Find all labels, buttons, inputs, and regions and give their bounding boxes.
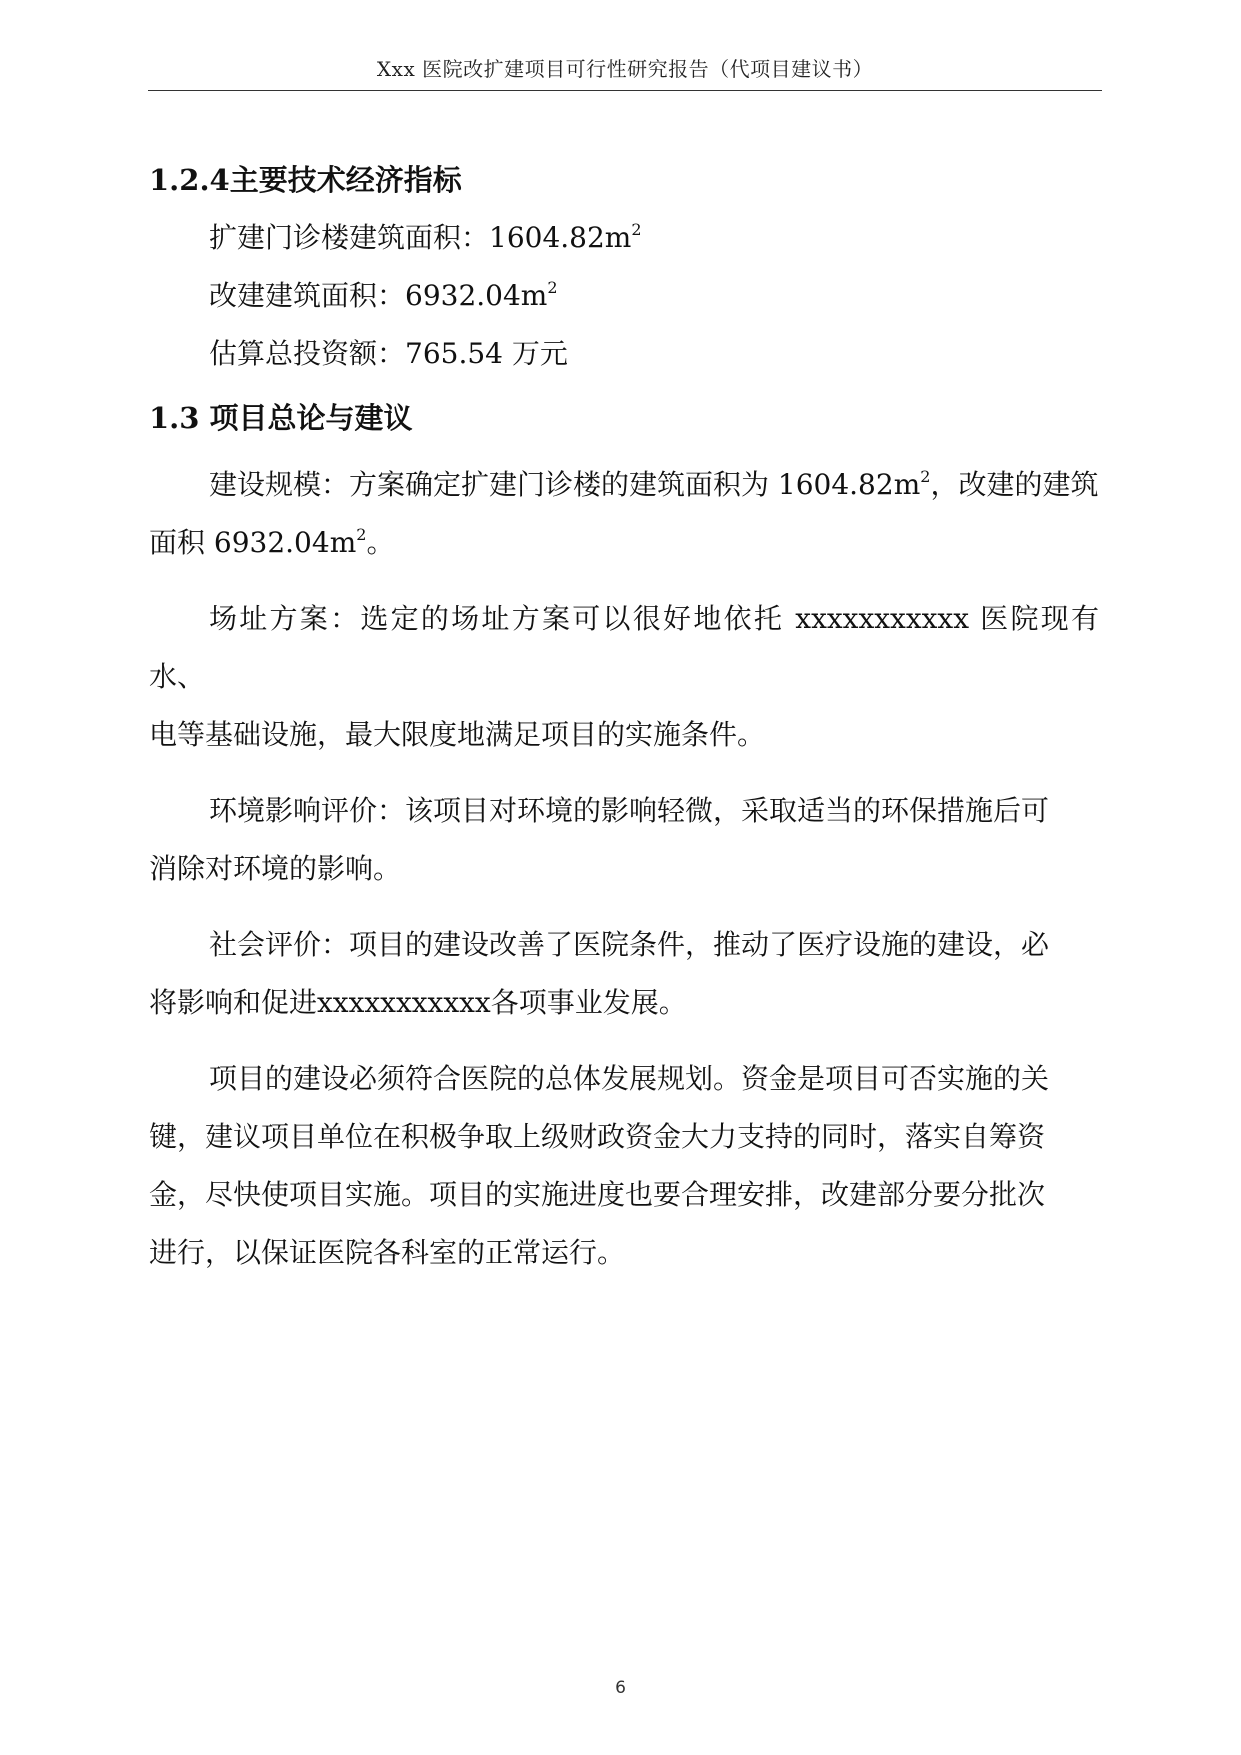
indicator-value: 765.54 万元 xyxy=(405,337,568,370)
page-content xyxy=(149,160,1099,1300)
paragraph-line: 金，尽快使项目实施。项目的实施进度也要合理安排，改建部分要分批次 xyxy=(149,1178,1046,1211)
page-number: 6 xyxy=(615,1678,626,1698)
section-heading-1-3: 1.3 项目总论与建议 xyxy=(149,401,413,435)
running-header: Xxx 医院改扩建项目可行性研究报告（代项目建议书） xyxy=(376,57,874,81)
paragraph-line: 将影响和促进xxxxxxxxxxx各项事业发展。 xyxy=(149,986,687,1019)
paragraph-line: 项目的建设必须符合医院的总体发展规划。资金是项目可否实施的关 xyxy=(209,1062,1050,1095)
superscript: 2 xyxy=(920,467,931,486)
superscript: 2 xyxy=(356,525,367,544)
paragraph-line: 进行，以保证医院各科室的正常运行。 xyxy=(149,1236,626,1269)
indicator-line xyxy=(149,334,1099,374)
indicator-superscript: 2 xyxy=(547,278,558,297)
paragraph-planning xyxy=(149,1050,1099,1282)
indicator-superscript: 2 xyxy=(631,220,642,239)
indicator-line xyxy=(149,218,1099,258)
paragraph-site xyxy=(149,590,1099,764)
indicator-label: 改建建筑面积： xyxy=(209,279,406,312)
text-run: 。 xyxy=(366,526,395,559)
paragraph-scale xyxy=(149,456,1099,572)
paragraph-line: 场址方案：选定的场址方案可以很好地依托 xxxxxxxxxxx 医院现有水、 xyxy=(149,602,1099,693)
text-run: 建设规模：方案确定扩建门诊楼的建筑面积为 1604.82m xyxy=(209,468,921,501)
indicator-label: 扩建门诊楼建筑面积： xyxy=(209,221,490,254)
paragraph-line: 消除对环境的影响。 xyxy=(149,852,402,885)
indicator-value: 1604.82m xyxy=(489,221,632,254)
text-run: 面积 6932.04m xyxy=(149,526,357,559)
indicator-label: 估算总投资额： xyxy=(209,337,406,370)
paragraph-social xyxy=(149,916,1099,1032)
paragraph-line xyxy=(149,514,1099,572)
paragraph-line xyxy=(149,456,1099,514)
text-run: ，改建的建筑 xyxy=(930,468,1099,501)
paragraph-line: 社会评价：项目的建设改善了医院条件，推动了医疗设施的建设，必 xyxy=(209,928,1050,961)
indicator-line xyxy=(149,276,1099,316)
paragraph-environment xyxy=(149,782,1099,898)
paragraph-line: 环境影响评价：该项目对环境的影响轻微，采取适当的环保措施后可 xyxy=(209,794,1050,827)
paragraph-line: 电等基础设施，最大限度地满足项目的实施条件。 xyxy=(149,718,766,751)
section-heading-1-2-4: 1.2.4主要技术经济指标 xyxy=(149,163,462,197)
indicator-value: 6932.04m xyxy=(405,279,548,312)
header-rule xyxy=(148,90,1102,91)
paragraph-line: 键，建议项目单位在积极争取上级财政资金大力支持的同时，落实自筹资 xyxy=(149,1120,1046,1153)
